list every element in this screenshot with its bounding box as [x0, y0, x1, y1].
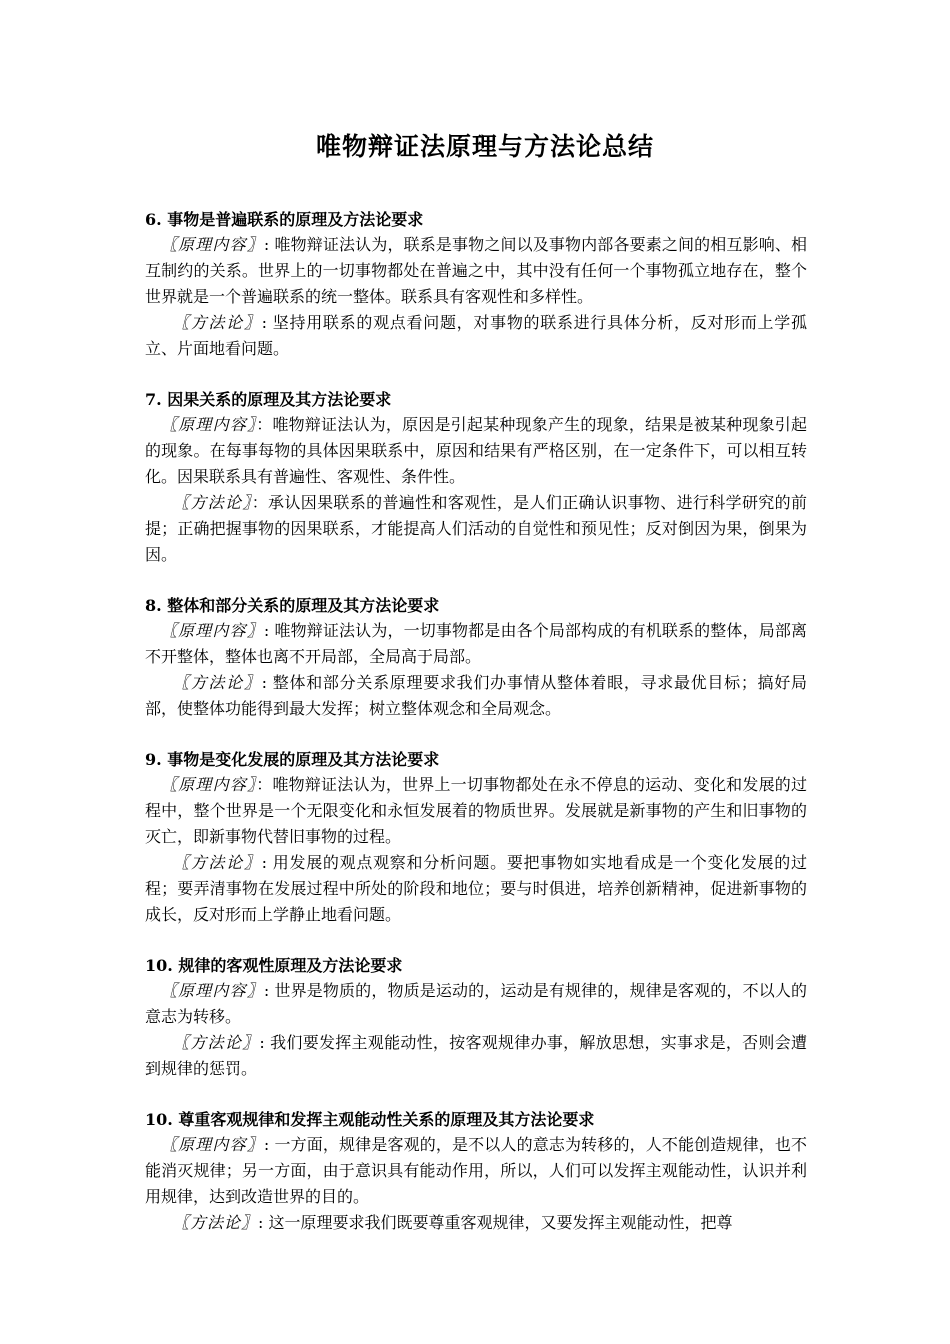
method-tag: 〖方法论〗	[173, 1213, 259, 1232]
section-heading: 9. 事物是变化发展的原理及其方法论要求	[145, 750, 440, 769]
section	[145, 954, 807, 1082]
method-paragraph	[145, 310, 807, 362]
method-paragraph	[145, 1030, 807, 1082]
principle-paragraph	[145, 232, 807, 310]
method-text: : 坚持用联系的观点看问题，对事物的联系进行具体分析，反对形而上学孤立、片面地看问题。	[145, 313, 807, 358]
principle-text: ：唯物辩证法认为，世界上一切事物都处在永不停息的运动、变化和发展的过程中，整个世界是一个无限变化和永恒发展着的物质世界。发展就是新事物的产生和旧事物的灭亡，即新事物代替旧事物的过程。	[145, 775, 807, 846]
method-tag: 〖方法论〗	[173, 673, 262, 692]
section-heading: 7. 因果关系的原理及其方法论要求	[145, 390, 392, 409]
method-paragraph	[145, 850, 807, 928]
principle-text: : 一方面，规律是客观的，是不以人的意志为转移的，人不能创造规律，也不能消灭规律；另一方面，由于意识具有能动作用，所以，人们可以发挥主观能动性，认识并利用规律，达到改造世界的目的。	[145, 1135, 807, 1206]
section-heading: 6. 事物是普遍联系的原理及方法论要求	[145, 210, 424, 229]
principle-paragraph	[145, 772, 807, 850]
method-tag: 〖方法论〗	[173, 493, 252, 512]
method-tag: 〖方法论〗	[173, 313, 262, 332]
principle-tag: 〖原理内容〗	[161, 415, 257, 434]
method-paragraph	[145, 490, 807, 568]
principle-text: ：唯物辩证法认为，原因是引起某种现象产生的现象，结果是被某种现象引起的现象。在每事每物的具体因果联系中，原因和结果有严格区别，在一定条件下，可以相互转化。因果联系具有普遍性、客观性、条件性。	[145, 415, 807, 486]
method-text: : 我们要发挥主观能动性，按客观规律办事，解放思想，实事求是，否则会遭到规律的惩罚。	[145, 1033, 807, 1078]
principle-paragraph	[145, 618, 807, 670]
section-heading: 8. 整体和部分关系的原理及其方法论要求	[145, 596, 440, 615]
section	[145, 594, 807, 722]
principle-paragraph	[145, 412, 807, 490]
principle-text: : 唯物辩证法认为，联系是事物之间以及事物内部各要素之间的相互影响、相互制约的关系。世界上的一切事物都处在普遍之中，其中没有任何一个事物孤立地存在，整个世界就是一个普遍联系的统一整体。联系具有客观性和多样性。	[145, 235, 807, 306]
section	[145, 208, 807, 362]
document-page	[145, 130, 807, 1262]
principle-tag: 〖原理内容〗	[161, 235, 264, 254]
sections-container	[145, 208, 807, 1236]
principle-paragraph	[145, 978, 807, 1030]
method-tag: 〖方法论〗	[173, 853, 262, 872]
principle-text: : 唯物辩证法认为，一切事物都是由各个局部构成的有机联系的整体，局部离不开整体，整体也离不开局部，全局高于局部。	[145, 621, 807, 666]
principle-tag: 〖原理内容〗	[161, 775, 257, 794]
method-paragraph	[145, 670, 807, 722]
method-paragraph	[145, 1210, 807, 1236]
principle-paragraph	[145, 1132, 807, 1210]
method-text: : 这一原理要求我们既要尊重客观规律，又要发挥主观能动性，把尊	[258, 1213, 733, 1232]
section	[145, 388, 807, 568]
section-heading: 10. 尊重客观规律和发挥主观能动性关系的原理及其方法论要求	[145, 1110, 595, 1129]
principle-text: : 世界是物质的，物质是运动的，运动是有规律的，规律是客观的，不以人的意志为转移。	[145, 981, 807, 1026]
section	[145, 1108, 807, 1236]
principle-tag: 〖原理内容〗	[161, 981, 264, 1000]
principle-tag: 〖原理内容〗	[161, 1135, 264, 1154]
method-tag: 〖方法论〗	[173, 1033, 260, 1052]
section-heading: 10. 规律的客观性原理及方法论要求	[145, 956, 403, 975]
section	[145, 748, 807, 928]
method-text: : 用发展的观点观察和分析问题。要把事物如实地看成是一个变化发展的过程；要弄清事物在发展过程中所处的阶段和地位；要与时俱进，培养创新精神，促进新事物的成长，反对形而上学静止地看问题。	[145, 853, 807, 924]
method-text: : 整体和部分关系原理要求我们办事情从整体着眼，寻求最优目标；搞好局部，使整体功能得到最大发挥；树立整体观念和全局观念。	[145, 673, 807, 718]
method-text: ：承认因果联系的普遍性和客观性，是人们正确认识事物、进行科学研究的前提；正确把握事物的因果联系，才能提高人们活动的自觉性和预见性；反对倒因为果，倒果为因。	[145, 493, 807, 564]
principle-tag: 〖原理内容〗	[161, 621, 264, 640]
page-title: 唯物辩证法原理与方法论总结	[315, 132, 654, 161]
